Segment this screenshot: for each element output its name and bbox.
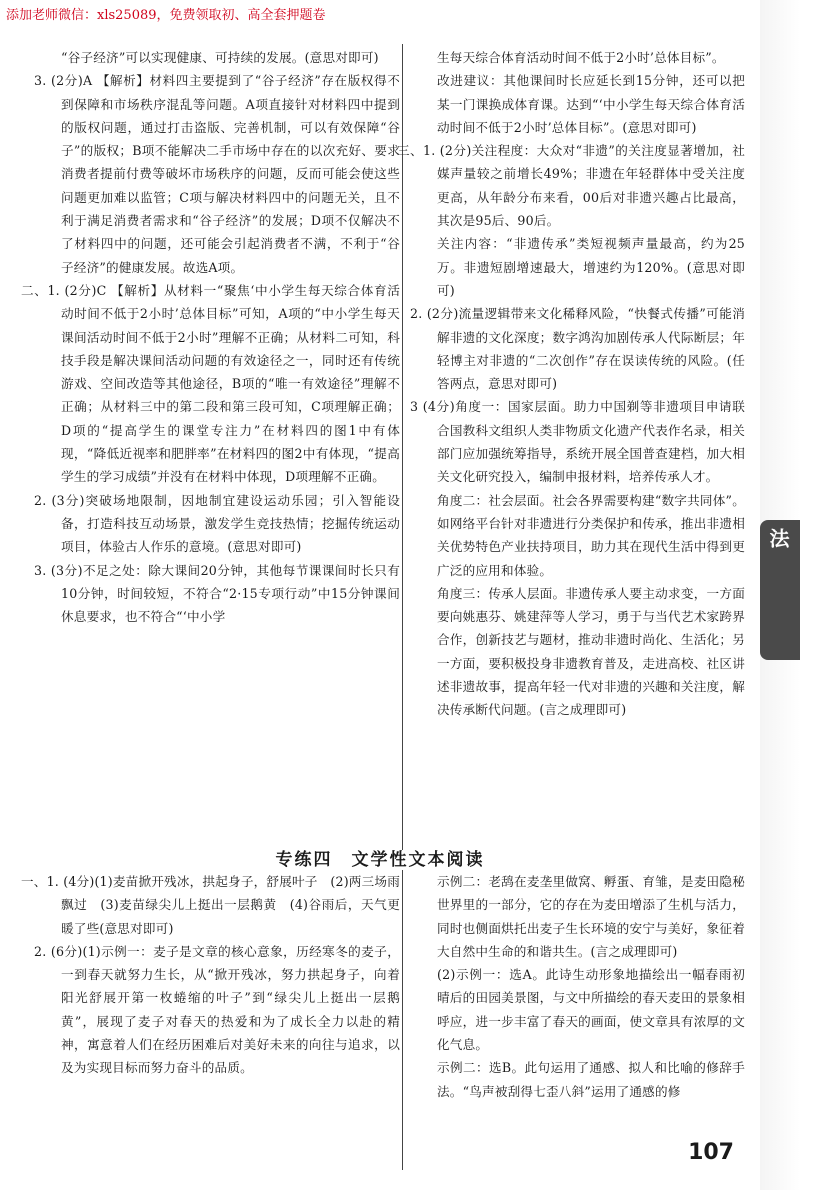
answer-paragraph: 改进建议：其他课间时长应延长到15分钟，还可以把某一门课换成体育课。达到“‘中小学生每天综合体育活动时间不低于2小时’总体目标”。(意思对即可) bbox=[437, 73, 745, 135]
answer-paragraph: 示例二：老鸹在麦垄里做窝、孵蛋、育雏，是麦田隐秘世界里的一部分，它的存在为麦田增添了生机与活力，同时也侧面烘托出麦子生长环境的安宁与美好，象征着大自然中生命的和谐共生。(言之成理即可) bbox=[437, 874, 745, 959]
answer-paragraph: 三、1. (2分)关注程度：大众对“非遗”的关注度显著增加，社媒声量较之前增长49%；非遗在年轻群体中受关注度更高，从年龄分布来看，00后对非遗兴趣占比最高，其次是95后、90后。 bbox=[397, 143, 745, 229]
answer-paragraph: 角度二：社会层面。社会各界需要构建“数字共同体”。如网络平台针对非遗进行分类保护和传承，推出非遗相关优势特色产业扶持项目，助力其在现代生活中得到更广泛的应用和体验。 bbox=[437, 492, 745, 578]
side-tab-label: 重难题新考法 bbox=[766, 528, 826, 638]
answer-paragraph: 关注内容：“非遗传承”类短视频声量最高，约为25万。非遗短剧增速最大，增速约为120%。(意思对即可) bbox=[437, 236, 745, 298]
answer-paragraph: 3. (3分)不足之处：除大课间20分钟，其他每节课课间时长只有10分钟，时间较短，不符合“2·15专项行动”中15分钟课间休息要求，也不符合“‘中小学 bbox=[34, 562, 400, 625]
answer-paragraph: 生每天综合体育活动时间不低于2小时’总体目标”。 bbox=[437, 50, 725, 65]
left-column-top bbox=[21, 46, 400, 628]
answer-paragraph: (2)示例一：选A。此诗生动形象地描绘出一幅春雨初晴后的田园美景图，与文中所描绘的春天麦田的景象相呼应，进一步丰富了春天的画面，使文章具有浓厚的文化气息。 bbox=[437, 967, 745, 1053]
watermark-text: 添加老师微信：xls25089，免费领取初、高全套押题卷 bbox=[6, 8, 326, 23]
answer-paragraph: 2. (2分)流量逻辑带来文化稀释风险，“快餐式传播”可能消解非遗的文化深度；数字鸿沟加剧传承人代际断层；年轻博主对非遗的“二次创作”存在误读传统的风险。(任答两点，意思对即可) bbox=[410, 306, 745, 392]
answer-paragraph: 3 (4分)角度一：国家层面。助力中国剃等非遗项目申请联合国教科文组织人类非物质文化遗产代表作名录，相关部门应加强统筹指导，系统开展全国普查建档，加大相关文化研究投入，编制申报材料，培养传承人才。 bbox=[410, 399, 745, 485]
answer-paragraph: 2. (3分)突破场地限制，因地制宜建设运动乐园；引入智能设备，打造科技互动场景，激发学生竞技热情；挖掘传统运动项目，体验古人作乐的意境。(意思对即可) bbox=[34, 492, 400, 555]
answer-paragraph: 二、1. (2分)C 【解析】从材料一“聚焦‘中小学生每天综合体育活动时间不低于2小时’总体目标”可知，A项的“中小学生每天课间活动时间不低于2小时”理解不正确；从材料二可知，科技手段是解决课间活动问题的有效途径之一，同时还有传统游戏、空间改造等其他途径，B项的“唯一有效途径”理解不正确；从材料三中的第二段和第三段可知，C项理解正确；D项的“提高学生的课堂专注力”在材料四的图1中有体现，“降低近视率和肥胖率”在材料四的图2中有体现，“提高学生的学习成绩”并没有在材料中体现，D项理解不正确。 bbox=[21, 282, 400, 485]
answer-paragraph: 3. (2分)A 【解析】材料四主要提到了“谷子经济”存在版权得不到保障和市场秩序混乱等问题。A项直接针对材料四中提到的版权问题，通过打击盗版、完善机制，可以有效保障“谷子”的版权；B项不能解决二手市场中存在的以次充好、要求消费者提前付费等破坏市场秩序的问题，反而可能会使这些问题更加难以监管；C项与解决材料四中的问题无关，且不利于满足消费者需求和“谷子经济”的发展；D项不仅解决不了材料四中的问题，还可能会引起消费者不满，不利于“谷子经济”的健康发展。故选A项。 bbox=[34, 73, 400, 275]
answer-paragraph: 示例二：选B。此句运用了通感、拟人和比喻的修辞手法。“鸟声被刮得七歪八斜”运用了通感的修 bbox=[437, 1060, 745, 1099]
right-column-bottom bbox=[410, 870, 745, 1103]
column-divider bbox=[402, 44, 403, 850]
answer-paragraph: 角度三：传承人层面。非遗传承人要主动求变，一方面要向姚惠芬、姚建萍等人学习，勇于与当代艺术家跨界合作，创新技艺与题材，推动非遗时尚化、生活化；另一方面，要积极投身非遗教育普及，走进高校、社区讲述非遗故事，提高年轻一代对非遗的兴趣和关注度，解决传承断代问题。(言之成理即可) bbox=[437, 585, 745, 718]
left-column-bottom bbox=[21, 870, 400, 1080]
right-column-top bbox=[397, 46, 745, 722]
section-title: 专练四 文学性文本阅读 bbox=[275, 850, 485, 870]
side-tab bbox=[760, 520, 826, 660]
column-divider bbox=[402, 870, 403, 1170]
answer-paragraph: “谷子经济”可以实现健康、可持续的发展。(意思对即可) bbox=[61, 50, 379, 65]
answer-paragraph: 2. (6分)(1)示例一：麦子是文章的核心意象，历经寒冬的麦子，一到春天就努力生长，从“掀开残冰，努力拱起身子，向着阳光舒展开第一枚蜷缩的叶子”到“绿尖儿上挺出一层鹅黄”，展现了麦子对春天的热爱和为了成长全力以赴的精神，寓意着人们在经历困难后对美好未来的向往与追求，以及为实现目标而努力奋斗的品质。 bbox=[34, 943, 400, 1076]
answer-paragraph: 一、1. (4分)(1)麦苗掀开残冰，拱起身子，舒展叶子 (2)两三场雨飘过 (3)麦苗绿尖儿上挺出一层鹅黄 (4)谷雨后，天气更暖了些(意思对即可) bbox=[21, 874, 400, 936]
page-number: 107 bbox=[688, 1140, 734, 1165]
